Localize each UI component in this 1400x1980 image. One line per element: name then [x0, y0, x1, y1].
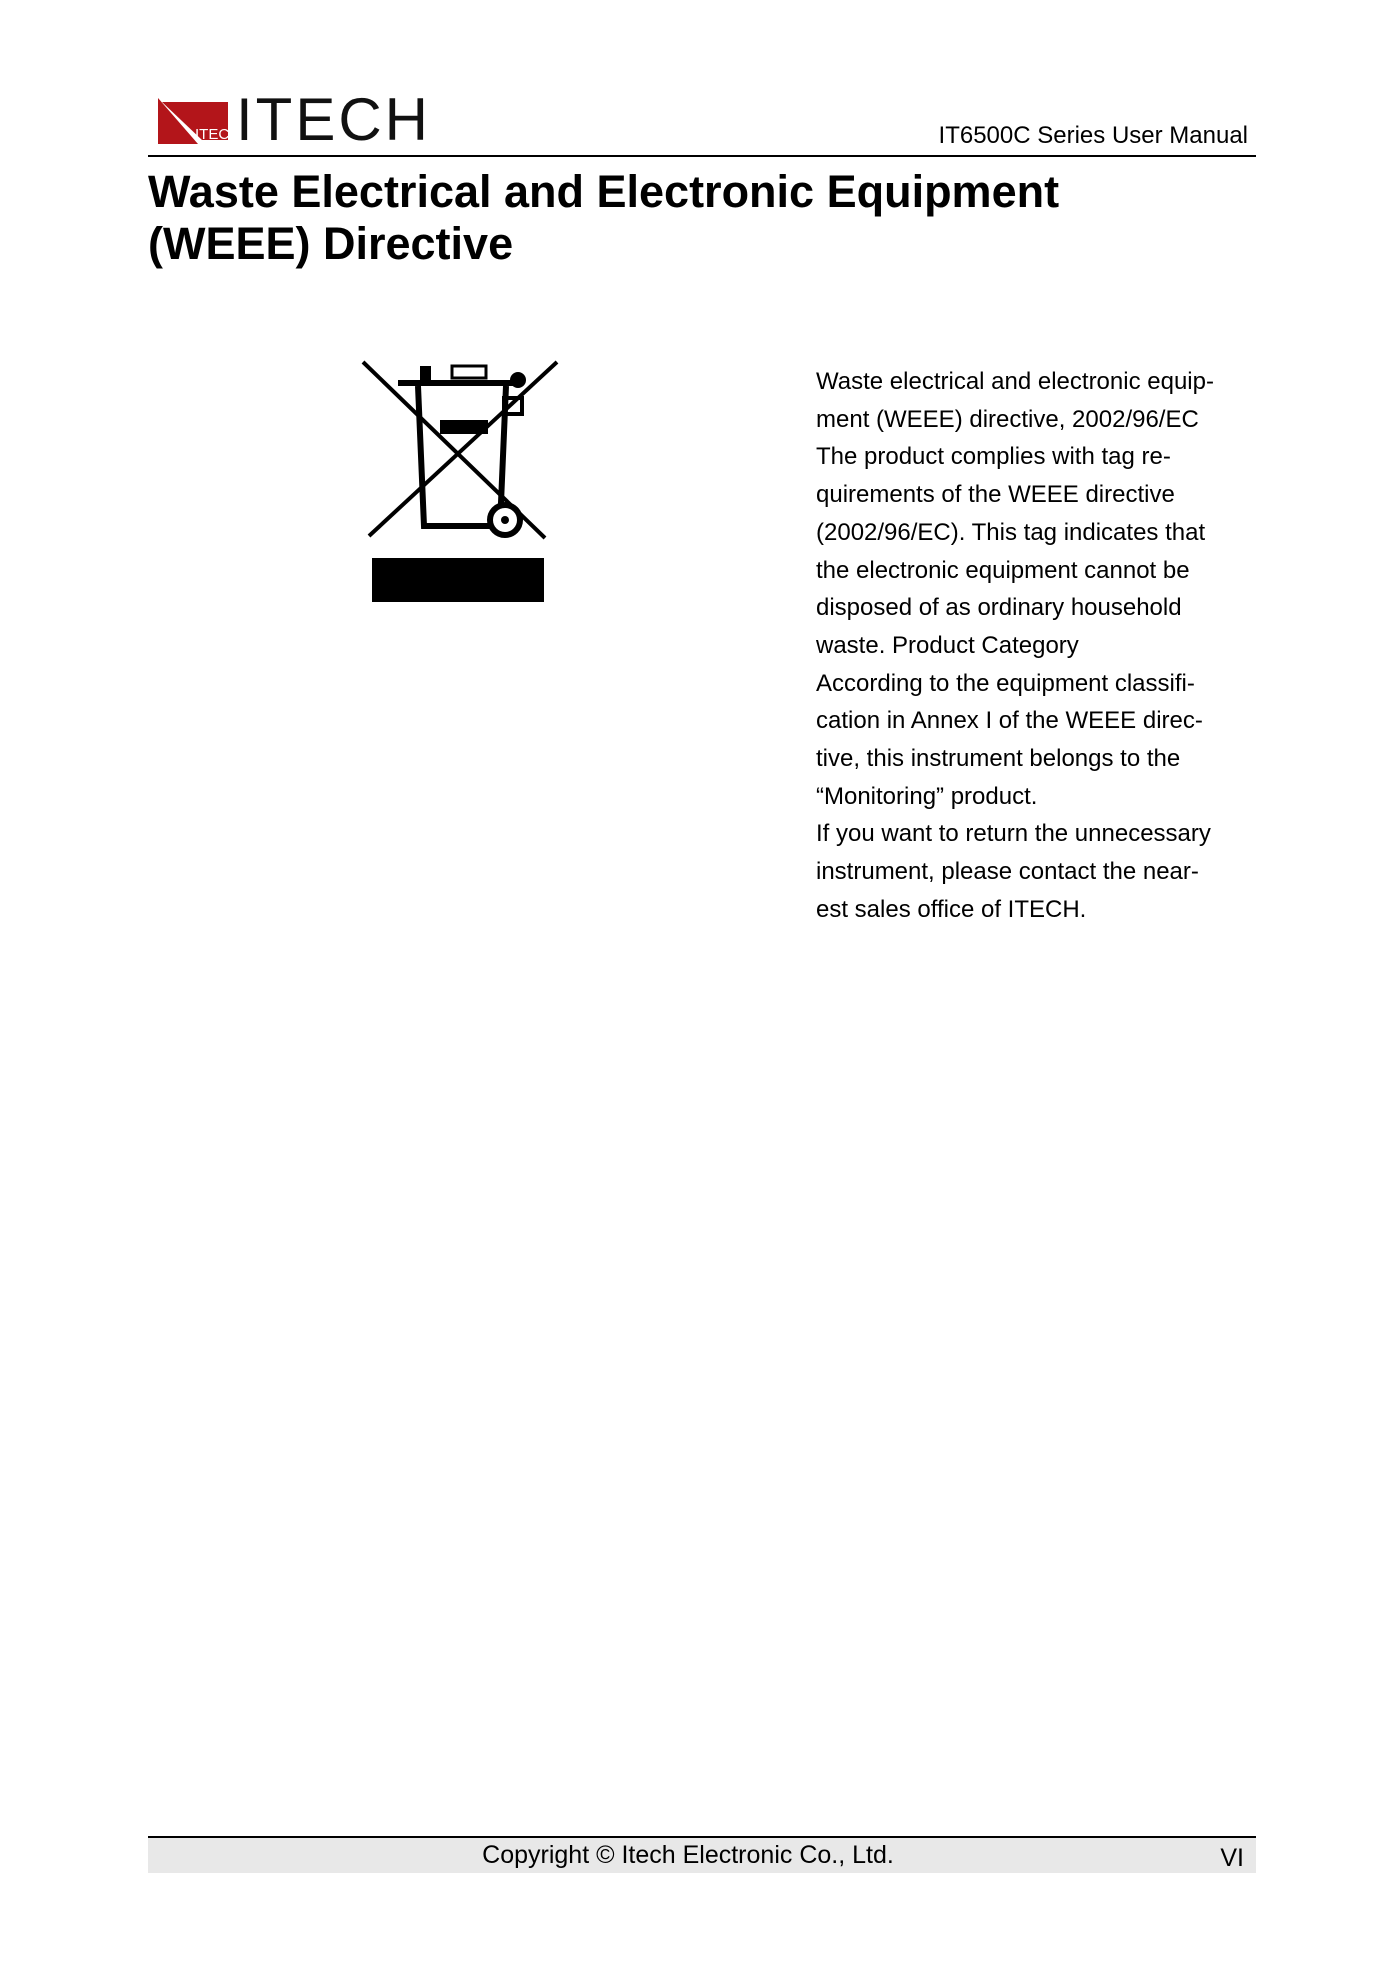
page-number: VI [1220, 1844, 1244, 1872]
body-text-line: waste. Product Category [816, 631, 1079, 659]
page-title-line-2: (WEEE) Directive [148, 218, 514, 269]
body-text-line: quirements of the WEEE directive [816, 481, 1175, 509]
body-text-line: If you want to return the unnecessary [816, 820, 1211, 848]
body-text-line: cation in Annex I of the WEEE direc- [816, 707, 1203, 735]
body-text-line: the electronic equipment cannot be [816, 556, 1190, 584]
footer-divider [148, 1836, 1256, 1838]
itech-logo-mark-icon [158, 98, 240, 144]
body-text-line: Waste electrical and electronic equip- [816, 368, 1214, 395]
logo-wordmark: ITECH [236, 86, 431, 153]
crossed-out-wheelie-bin-icon [360, 358, 560, 604]
body-text-line: ment (WEEE) directive, 2002/96/EC [816, 405, 1199, 433]
body-text-line: According to the equipment classifi- [816, 669, 1195, 697]
page-title-line-1: Waste Electrical and Electronic Equipment [148, 166, 1060, 217]
itech-logo [158, 86, 431, 153]
svg-text:ITECH: ITECH [195, 126, 240, 143]
body-text-line: tive, this instrument belongs to the [816, 745, 1181, 773]
page-title [148, 166, 1248, 270]
body-text-line: disposed of as ordinary household [816, 594, 1182, 622]
footer-copyright: Copyright © Itech Electronic Co., Ltd. [482, 1841, 894, 1869]
body-text-line: The product complies with tag re- [816, 443, 1171, 471]
body-text-line: est sales office of ITECH. [816, 895, 1087, 923]
body-text-line: (2002/96/EC). This tag indicates that [816, 518, 1206, 546]
manual-title: IT6500C Series User Manual [938, 122, 1248, 149]
header-divider [148, 155, 1256, 157]
body-text-line: “Monitoring” product. [816, 782, 1038, 810]
weee-description [816, 363, 1256, 929]
body-text-line: instrument, please contact the near- [816, 858, 1199, 886]
